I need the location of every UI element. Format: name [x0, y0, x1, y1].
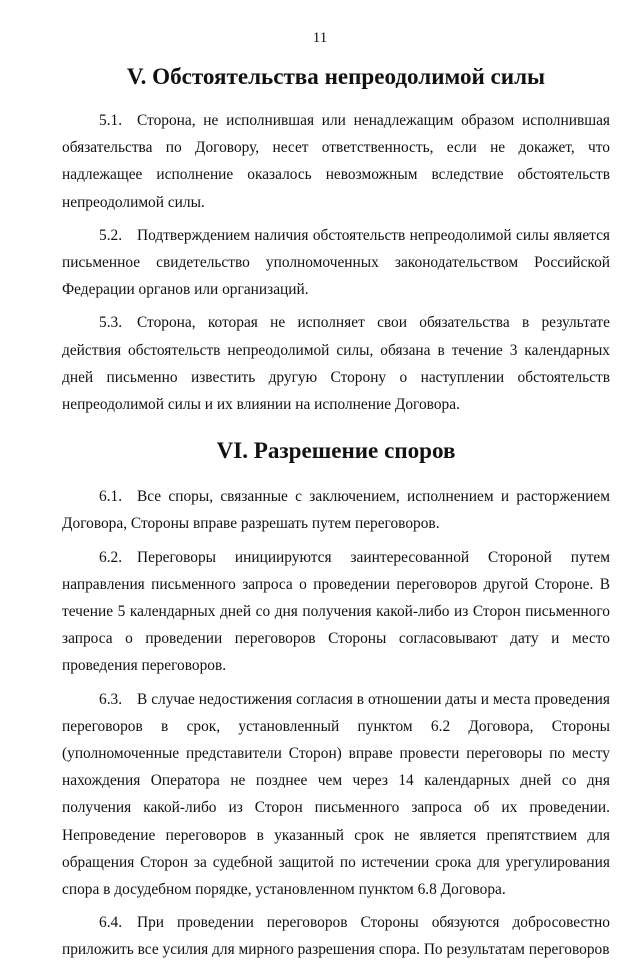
- section-6-title: VI. Разрешение споров: [216, 437, 456, 464]
- paragraph-text: В случае недостижения согласия в отношении даты и места проведения переговоров в срок, установленный пунктом 6.2 Договора, Стороны (уполномоченные представители Сторон) вправе провести переговоры по месту нахождения Оператора не позднее чем через 14 календарных дней со дня получения какой-либо из Сторон письменного запроса об их проведении. Непроведение переговоров в указанный срок не является препятствием для обращения Сторон за судебной защитой по истечении срока для урегулирования спора в досудебном порядке, установленном пунктом 6.8 Договора.: [62, 690, 610, 899]
- paragraph-number: 5.3.: [99, 314, 123, 332]
- paragraph-6-1: [62, 483, 610, 537]
- paragraph-number: 5.1.: [99, 112, 123, 129]
- paragraph-number: 6.2.: [99, 548, 123, 566]
- paragraph-number: 6.3.: [99, 690, 123, 708]
- paragraph-6-4: [62, 909, 610, 963]
- paragraph-6-3: [62, 686, 610, 904]
- document-body: [62, 62, 610, 970]
- page-number: 11: [312, 30, 328, 46]
- paragraph-5-2: [62, 222, 610, 304]
- paragraph-text: Сторона, которая не исполняет свои обязательства в результате действия обстоятельств непреодолимой силы, обязана в течение 3 календарных дней письменно известить другую Сторону о наступлении обстоятельств непреодолимой силы и их влиянии на исполнение Договора.: [62, 314, 610, 414]
- paragraph-text: Переговоры инициируются заинтересованной Стороной путем направления письменного запроса о проведении переговоров другой Стороне. В течение 5 календарных дней со дня получения какой-либо из Сторон письменного запроса о проведении переговоров Стороны согласовывают дату и место проведения переговоров.: [62, 548, 610, 675]
- paragraph-5-3: [62, 309, 610, 418]
- paragraph-text: Все споры, связанные с заключением, исполнением и расторжением Договора, Стороны вправе разрешать путем переговоров.: [62, 488, 610, 533]
- paragraph-text: Сторона, не исполнившая или ненадлежащим образом исполнившая обязательства по Договору, несет ответственность, если не докажет, что надлежащее исполнение оказалось невозможным вследствие обстоятельств непреодолимой силы.: [62, 112, 610, 211]
- paragraph-text: Подтверждением наличия обстоятельств непреодолимой силы является письменное свидетельство уполномоченных законодательством Российской Федерации органов или организаций.: [62, 226, 610, 299]
- paragraph-6-2: [62, 544, 610, 680]
- section-5-title: V. Обстоятельства непреодолимой силы: [126, 63, 546, 89]
- paragraph-number: 6.1.: [99, 488, 123, 506]
- paragraph-text: При проведении переговоров Стороны обязуются добросовестно приложить все усилия для мирного разрешения спора. По результатам переговоров: [62, 914, 610, 959]
- paragraph-5-1: [62, 107, 610, 216]
- paragraph-number: 5.2.: [99, 226, 123, 244]
- paragraph-number: 6.4.: [99, 914, 123, 932]
